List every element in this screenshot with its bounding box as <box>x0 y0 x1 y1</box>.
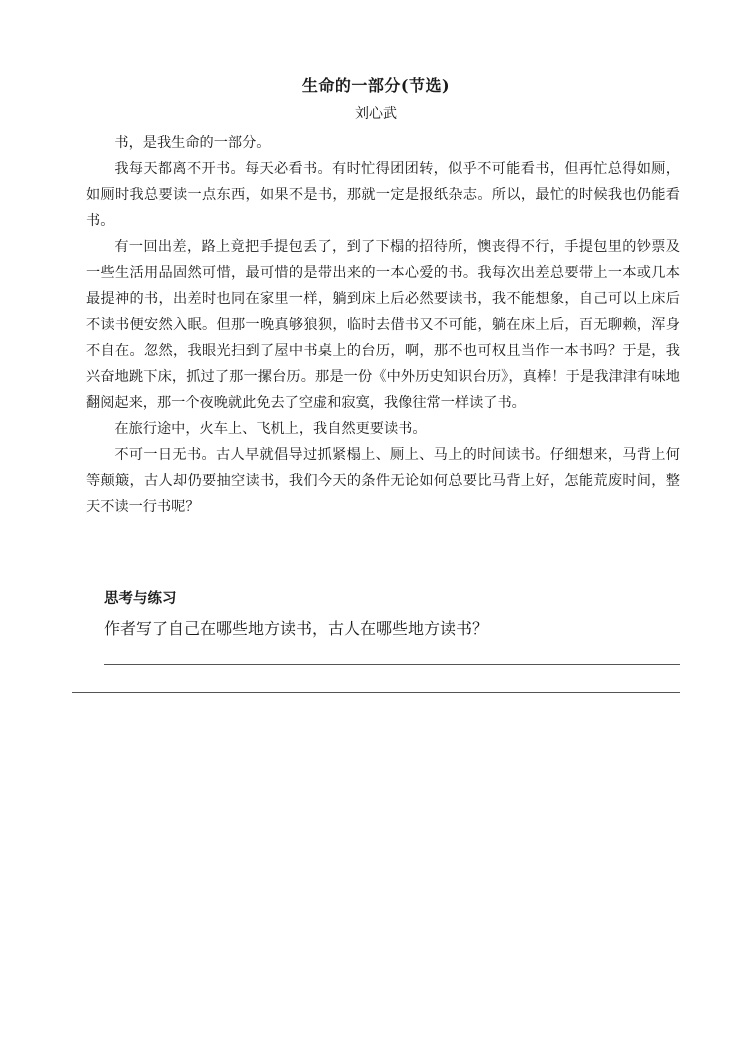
paragraph: 在旅行途中，火车上、飞机上，我自然更要读书。 <box>114 421 427 437</box>
paragraph: 有一回出差，路上竟把手提包丢了，到了下榻的招待所，懊丧得不行，手提包里的钞票及一些生活用品固然可惜，最可惜的是带出来的一本心爱的书。我每次出差总要带上一本或几本最提神的书，出差时也同在家里一样，躺到床上后必然要读书，我不能想象，自己可以上床后不读书便安然入眠。但那一晚真够狼狈，临时去借书又不可能，躺在床上后，百无聊赖，浑身不自在。忽然，我眼光扫到了屋中书桌上的台历，啊，那不也可权且当作一本书吗？于是，我兴奋地跳下床，抓过了那一摞台历。那是一份《中外历史知识台历》，真棒！于是我津津有味地翻阅起来，那一个夜晚就此免去了空虚和寂寞，我像往常一样读了书。 <box>86 239 680 411</box>
answer-line[interactable] <box>72 692 680 693</box>
paragraph: 我每天都离不开书。每天必看书。有时忙得团团转，似乎不可能看书，但再忙总得如厕，如厕时我总要读一点东西，如果不是书，那就一定是报纸杂志。所以，最忙的时候我也仍能看书。 <box>86 161 680 229</box>
article-title: 生命的一部分(节选) <box>301 76 451 95</box>
exercise-heading: 思考与练习 <box>104 591 177 607</box>
article-author: 刘心武 <box>355 106 397 122</box>
exercise-question: 作者写了自己在哪些地方读书，古人在哪些地方读书？ <box>104 619 489 638</box>
article-body <box>86 130 680 520</box>
answer-line[interactable] <box>104 664 680 665</box>
paragraph: 书，是我生命的一部分。 <box>114 135 271 151</box>
paragraph: 不可一日无书。古人早就倡导过抓紧榻上、厕上、马上的时间读书。仔细想来，马背上何等颠簸，古人却仍要抽空读书，我们今天的条件无论如何总要比马背上好，怎能荒废时间，整天不读一行书呢？ <box>86 447 680 515</box>
